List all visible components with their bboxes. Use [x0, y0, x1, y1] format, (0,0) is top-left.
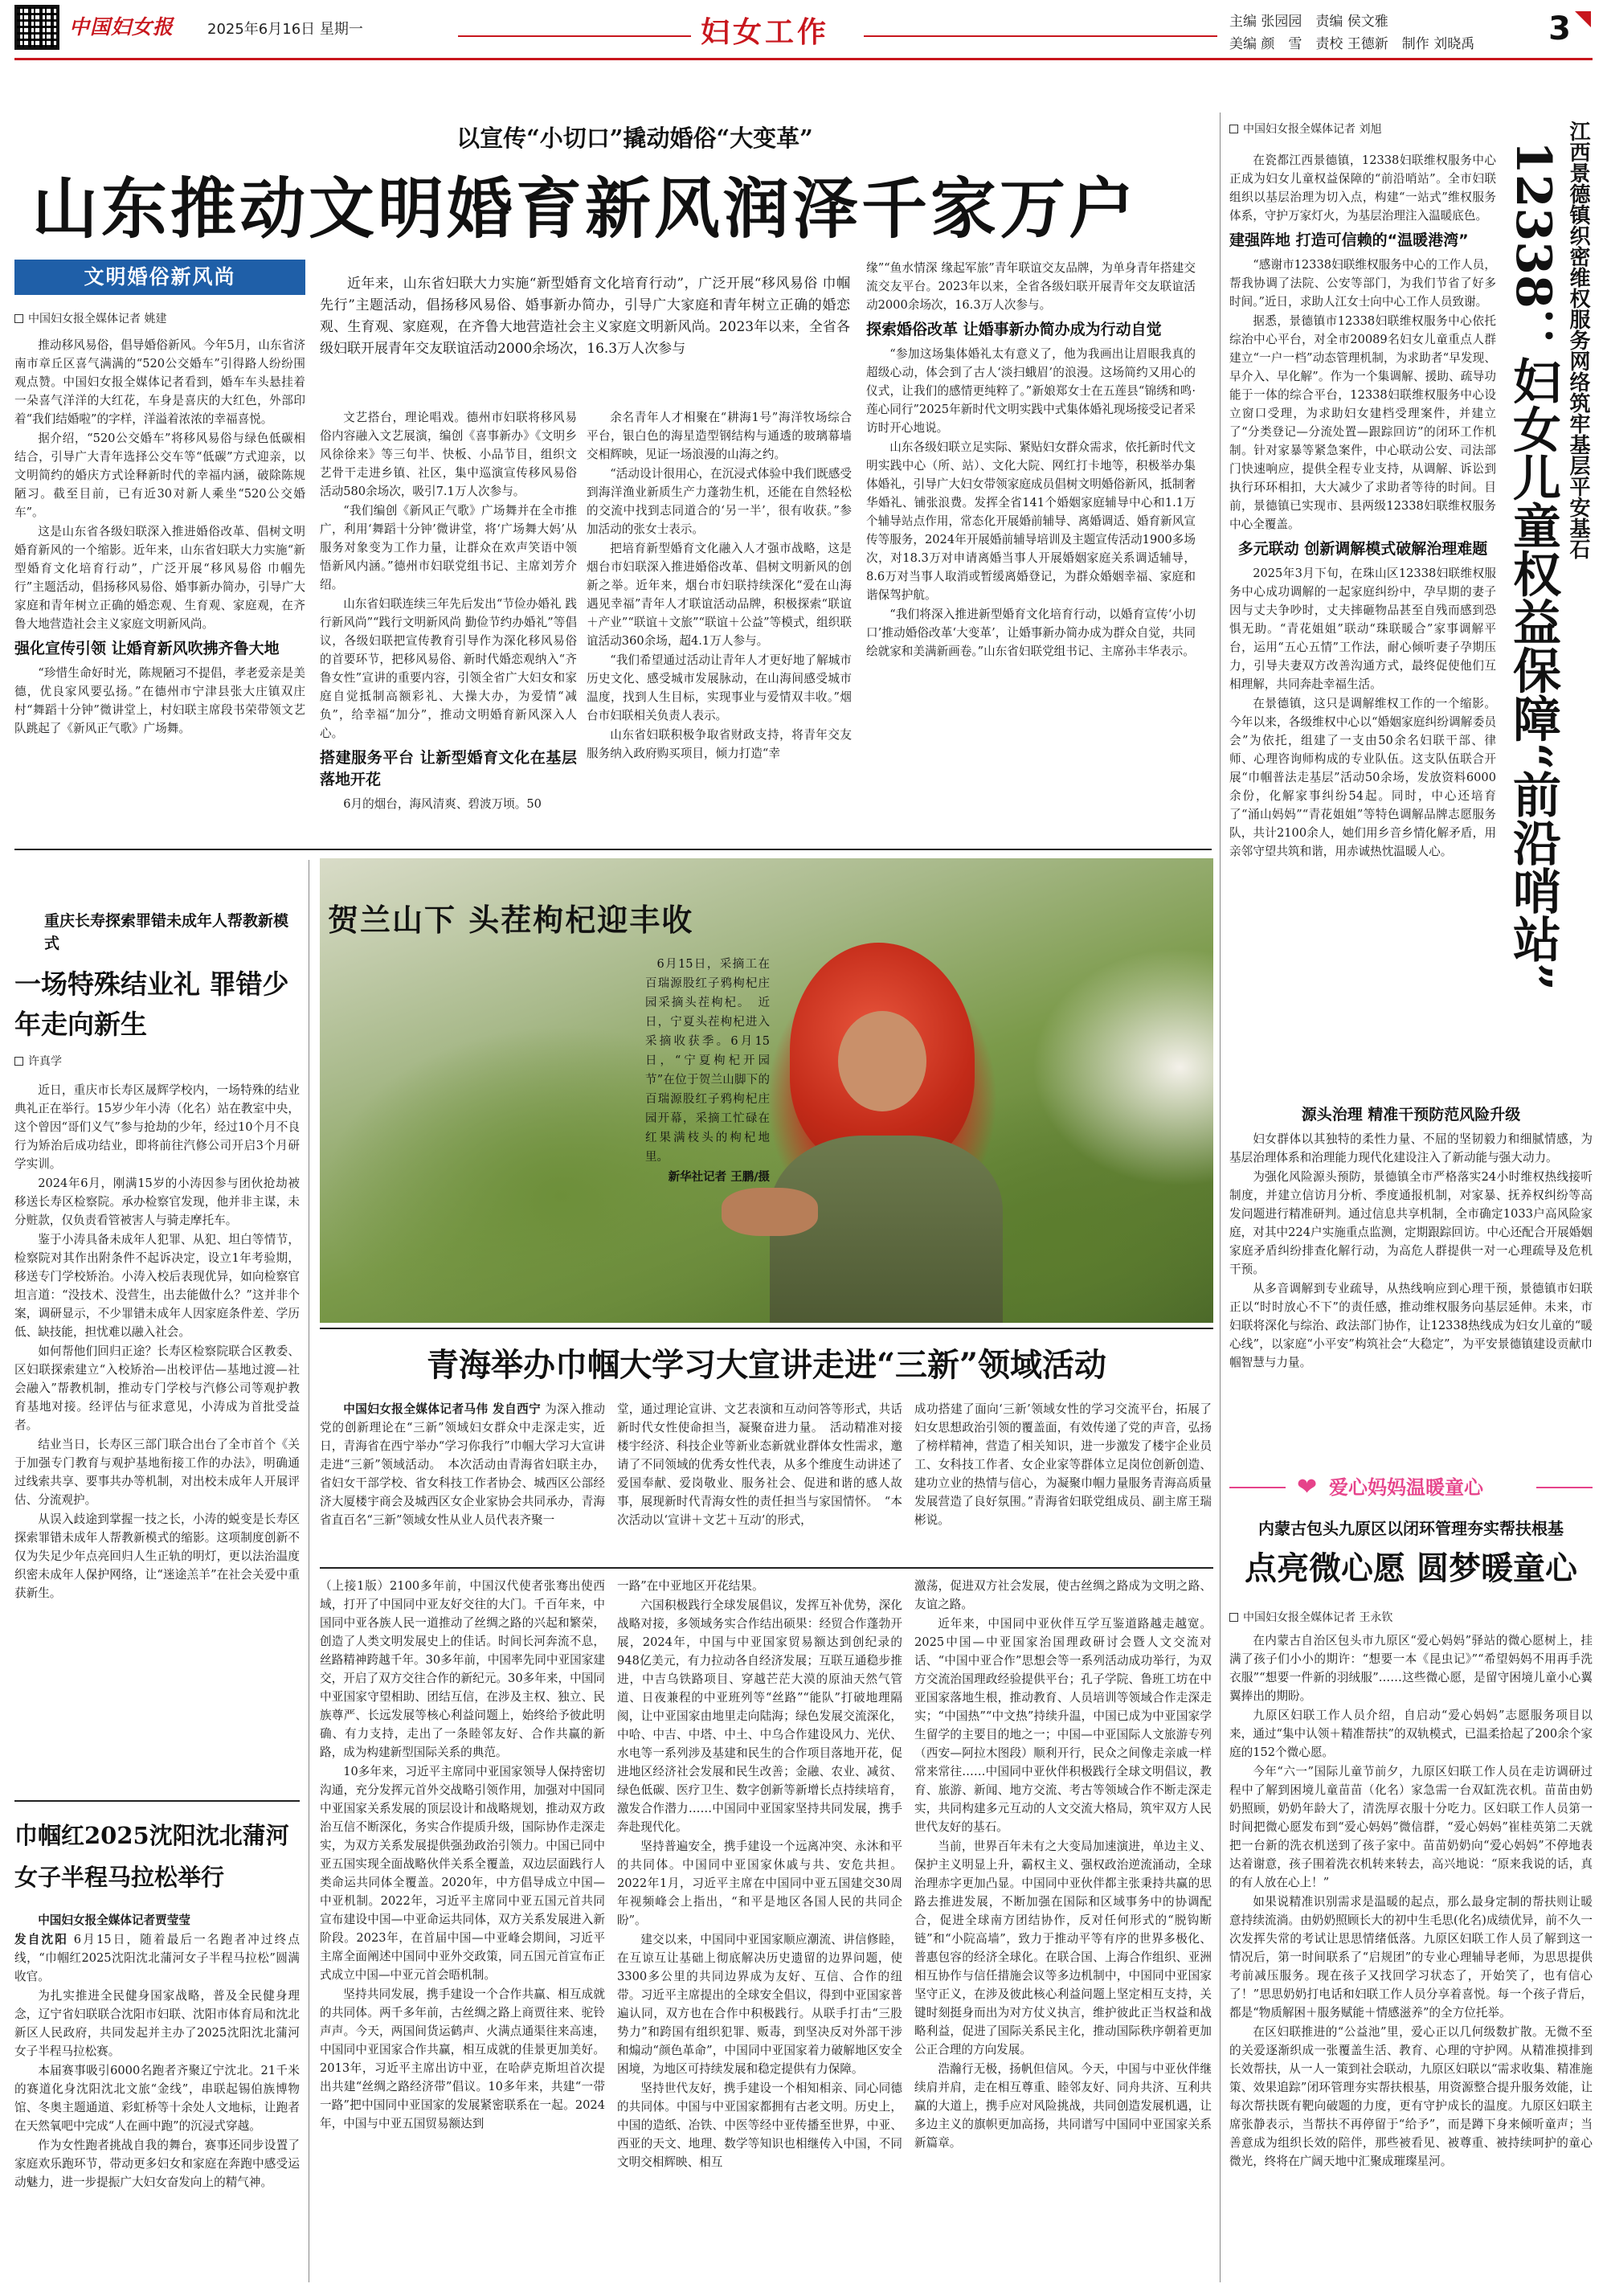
photo-caption-title: 贺兰山下 头茬枸杞迎丰收 [328, 902, 694, 938]
qr-code-icon [14, 5, 59, 50]
paragraph: “感谢市12338妇联维权服务中心的工作人员，帮我协调了法院、公安等部门，为我们节省了好多时间。”近日，求助人江女士向中心工作人员致谢。 [1229, 258, 1496, 309]
paragraph: 缘”“鱼水情深 缘起军旅”青年联谊交友品牌，为单身青年搭建交流交友平台。2023年以来，全省各级妇联开展青年交友联谊活动2000余场次，16.3万人次参与。 [866, 261, 1196, 312]
paragraph: 激荡，促进双方社会发展，使古丝绸之路成为文明之路、友谊之路。 [914, 1579, 1212, 1611]
paragraph: 山东省妇联积极争取省财政支持，将青年交友服务纳入政府购买项目，倾力打造“幸 [587, 728, 852, 760]
paragraph: 近年来，中国同中亚伙伴互学互鉴道路越走越宽。2025中国—中亚国家治国理政研讨会暨人文交流对话、“中国中亚合作”思想会等一系列活动成功举行，为双方交流治国理政经验提供平台；孔子学院、鲁班工坊在中亚国家落地生根，推动教育、人员培训等领域合作走深走实；“中国热”“中文热”持续升温，中国已成为中亚国家学生留学的主要目的地之一；中国—中亚国际人文旅游专列（西安—阿拉木图段）顺利开行，民众之间像走亲戚一样常来常往……中国同中亚伙伴积极践行全球文明倡议，教育、旅游、新闻、地方交流、考古等领域合作不断走深走实，共同构建多元互动的人文交流大格局，筑牢双方人民世代友好的基石。 [914, 1617, 1212, 1834]
jx-byline [1229, 121, 1470, 140]
lead-bottom-rule [14, 849, 1212, 850]
photo-caption [645, 955, 770, 1260]
paragraph: 本届赛事吸引6000名跑者齐聚辽宁沈北。21千米的赛道化身沈阳沈北文旅“金线”，串联起锡伯族博物馆、冬奥主题通道、彩虹桥等十余处人文地标，让跑者在天然氧吧中完成“人在画中跑”的沉浸式穿越。 [14, 2064, 300, 2133]
cq-bottom-rule [14, 1800, 300, 1802]
photo-bottom-rule [320, 1328, 1213, 1329]
paragraph: 2025年3月下旬，在珠山区12338妇联维权服务中心成功调解的一起家庭纠纷中，孕早期的妻子因与丈夫争吵时，丈夫摔砸物品甚至自残而感到恐惧无助。“青花姐姐”联动“珠联暖合”家事调解平台，运用“五心五情”工作法，耐心倾听妻子孕期压力，引导夫妻双方改善沟通方式，最终促使他们互相理解，共同奔赴幸福生活。 [1229, 567, 1496, 691]
cq-title: 一场特殊结业礼 罪错少年走向新生 [14, 968, 289, 1040]
photo-face [838, 1011, 926, 1111]
paragraph: 如何帮他们回归正途？长寿区检察院联合区教委、区妇联探索建立“入校矫治—出校评估—基地过渡—社会融入”帮教机制，推动专门学校与汽修公司等观护教育基地对接。经评估与征求意见，小涛成为首批受益者。 [14, 1344, 300, 1432]
cq-kicker: 重庆长寿探索罪错未成年人帮教新模式 [44, 912, 289, 952]
paragraph [320, 1400, 605, 1529]
paragraph: 结业当日，长寿区三部门联合出台了全市首个《关于加强专门教育与观护基地衔接工作的办法》，明确通过线索共享、要事共办等机制，对出校未成年人开展评估、分流观护。 [14, 1438, 300, 1507]
brand-logo: 中国妇女报 [69, 15, 174, 39]
paragraph: 为扎实推进全民健身国家战略，普及全民健身理念，辽宁省妇联联合沈阳市妇联、沈阳市体育局和沈北新区人民政府，共同发起并主办了2025沈阳沈北蒲河女子半程马拉松赛。 [14, 1989, 300, 2058]
column-tag [14, 260, 305, 295]
header-divider-right [864, 35, 1217, 37]
silk-col1 [320, 1577, 605, 2288]
nm-banner [1229, 1469, 1593, 1506]
paragraph: 为强化风险源头预防，景德镇全市严格落实24小时维权热线接听制度，并建立信访月分析、季度通报机制，对家暴、抚养权纠纷等高发问题进行精准研判。通过信息共享机制，全市确定1033户高风险家庭，对其中224户实施重点监测，定期跟踪回访。中心还配合开展婚姻家庭矛盾纠纷排查化解行动，为高危人群提供一对一心理疏导及危机干预。 [1229, 1170, 1593, 1276]
cq-byline [14, 1053, 288, 1072]
paragraph: 九原区妇联工作人员介绍，自启动“爱心妈妈”志愿服务项目以来，通过“集中认领＋精准帮扶”的双轨模式，已温柔拾起了200余个家庭的152个微心愿。 [1229, 1709, 1593, 1759]
right-column-divider [1220, 113, 1221, 2282]
editor-credits-1: 主编 张园园 责编 侯文雅 [1229, 14, 1388, 30]
sy-p1: 6月15日，随着最后一名跑者冲过终点线，“巾帼红2025沈阳沈北蒲河女子半程马拉松”圆满收官。 [14, 1933, 300, 1983]
paragraph: 10多年来，习近平主席同中亚国家领导人保持密切沟通，充分发挥元首外交战略引领作用，加强对中国同中亚国家关系发展的顶层设计和战略规划，推动双方政治互信不断深化，务实合作提质升级，国际协作走深走实，为双方关系发展提供强劲政治引领力。中国已同中亚五国实现全面战略伙伴关系全覆盖，双边层面践行人类命运共同体全覆盖。2020年，中方倡导成立中国—中亚机制。2022年，习近平主席同中亚五国元首共同宣布建设中国—中亚命运共同体，双方关系发展进入新阶段。2023年，在首届中国—中亚峰会期间，习近平主席全面阐述中国同中亚外交政策，同五国元首宣布正式成立中国—中亚元首会晤机制。 [320, 1765, 605, 1982]
editor-credits-2: 美编 颜 雪 责校 王德新 制作 刘晓禹 [1229, 36, 1475, 52]
paragraph: 这是山东省各级妇联深入推进婚俗改革、倡树文明婚育新风的一个缩影。近年来，山东省妇联大力实施“新型婚育文化培育行动”，广泛开展“移风易俗 巾帼先行”主题活动，倡扬移风易俗、婚事新办简办，引导广大家庭和青年树立正确的婚恋观、生育观、家庭观，在齐鲁大地营造社会主义家庭文明新风尚。 [14, 525, 305, 631]
nm-body [1229, 1631, 1593, 2290]
silk-col3 [914, 1577, 1212, 2288]
jx-title: 12338：妇女儿童权益保障“前沿哨站” [1505, 141, 1561, 991]
paragraph [14, 1911, 300, 1930]
paragraph: 在内蒙古自治区包头市九原区“爱心妈妈”驿站的微心愿树上，挂满了孩子们小小的期许：“想要一本《昆虫记》”“希望妈妈不用再手洗衣服”“想要一件新的羽绒服”……这些微心愿，是留守困境儿童小心翼翼捧出的期盼。 [1229, 1634, 1593, 1703]
paragraph: 浩瀚行无极，扬帆但信风。今天，中国与中亚伙伴继续肩并肩，走在相互尊重、睦邻友好、同舟共济、互利共赢的大道上，携手应对风险挑战，共同创造发展机遇，让多边主义的旗帜更加高扬，共同谱写中国同中亚国家关系新篇章。 [914, 2062, 1212, 2150]
header-divider-left [458, 35, 691, 37]
page-number-badge [1543, 6, 1593, 51]
qh-title: 青海举办巾帼大学习大宣讲走进“三新”领域活动 [426, 1346, 1106, 1384]
paragraph: “珍惜生命好时光，陈规陋习不提倡，孝老爱亲是美德，优良家风要弘扬。”在德州市宁津县张大庄镇双庄村“舞蹈十分钟”微讲堂上，村妇联主席段书荣带领文艺队跳起了《新风正气歌》广场舞。 [14, 666, 305, 735]
paragraph: 在区妇联推进的“公益池”里，爱心正以几何级数扩散。无微不至的关爱逐渐织成一张覆盖生活、教育、心理的守护网。从精准摸排到长效帮扶，从一人一策到社会联动，九原区妇联以“需求收集、精准施策、效果追踪”闭环管理夯实帮扶根基，用资源整合提升服务效能，让每次帮扶既有靶向破题的力度，更有守护成长的温度。九原区妇联主席张静表示，当帮扶不再停留于“给予”，而是蹲下身来倾听童声；当善意成为组织长效的陪伴，那些被看见、被尊重、被持续呵护的童心微光，终将在广阔天地中汇聚成璀璨星河。 [1229, 2025, 1593, 2168]
banner-line-left [1229, 1487, 1286, 1488]
paragraph: 6月的烟台，海风清爽、碧波万顷。50 [343, 797, 542, 811]
qh-col1 [320, 1400, 605, 1561]
banner-line-right [1536, 1487, 1593, 1488]
nm-byline [1229, 1609, 1593, 1628]
heart-icon: ❤ [1297, 1475, 1318, 1500]
paragraph: 六国积极践行全球发展倡议，发挥互补优势，深化战略对接，多领域务实合作结出硕果：经贸合作蓬勃开展，2024年，中国与中亚国家贸易额达到创纪录的948亿美元，有力拉动各自经济发展；互联互通稳步推进，中吉乌铁路项目、穿越芒茫大漠的原油天然气管道、日夜兼程的中亚班列等“丝路”“能队”打破地理隔阂，让中亚国家由地里走向陆海；绿色发展交流深化，中哈、中吉、中塔、中土、中乌合作建设风力、光伏、水电等一系列涉及基建和民生的合作项目落地开花，促进地区经济社会发展和民生改善；金融、农业、减贫、绿色低碳、医疗卫生、数字创新等新增长点持续培育，激发合作潜力……中国同中亚国家坚持共同发展，携手奔赴现代化。 [617, 1598, 902, 1834]
lead-col3 [587, 408, 852, 842]
goji-harvest-photo [320, 858, 1213, 1323]
subheading: 源头治理 精准干预防范风险升级 [1301, 1106, 1521, 1123]
paragraph: 建交以来，中国同中亚国家顺应潮流、讲信修睦，在互谅互让基础上彻底解决历史遗留的边界问题，使3300多公里的共同边界成为友好、互信、合作的纽带。习近平主席提出的全球安全倡议，得到中亚国家普遍认同，双方也在合作中积极践行。从联手打击“三股势力”和跨国有组织犯罪、贩毒，到坚决反对外部干涉和煽动“颜色革命”，中国同中亚国家着力破解地区安全困境，为地区可持续发展和稳定提供有力保障。 [617, 1933, 902, 2076]
photo-caption-text: 6月15日，采摘工在百瑞源股红子鸦枸杞庄园采摘头茬枸杞。 近日，宁夏头茬枸杞进入采摘收获季。6月15日，“宁夏枸杞开园节”在位于贺兰山脚下的百瑞源股红子鸦枸杞庄园开幕，采摘工忙碌在红果满枝头的枸杞地里。 [645, 958, 770, 1164]
cq-byline-text: 许真学 [28, 1055, 62, 1068]
cq-body [14, 1081, 300, 1796]
jx-byline-text: 中国妇女报全媒体记者 刘旭 [1243, 123, 1382, 136]
paragraph: “活动设计很用心，在沉浸式体验中我们既感受到海洋渔业新质生产力蓬勃生机，还能在自然轻松的交流中找到志同道合的‘另一半’，很有收获。”参加活动的张女士表示。 [587, 467, 852, 536]
subheading: 搭建服务平台 让新型婚育文化在基层落地开花 [320, 749, 577, 788]
byline-square-icon [1229, 125, 1238, 133]
lead-intro [320, 273, 850, 394]
lead-col1 [14, 336, 305, 834]
paragraph: 鉴于小涛具备未成年人犯罪、从犯、坦白等情节，检察院对其作出附条件不起诉决定，设立1年考验期，移送专门学校矫治。小涛入校后表现优异，如向检察官坦言道：“没技术、没营生，出去能做什么？”这并非个案，调研显示，不少罪错未成年人因家庭条件差、学历低、缺技能，担忧难以融入社会。 [14, 1233, 300, 1339]
paragraph: 在景德镇，这只是调解维权工作的一个缩影。今年以来，各级维权中心以“婚姻家庭纠纷调解委员会”为依托，组建了一支由50余名妇联干部、律师、心理咨询师构成的专业队伍。这支队伍联合开展“巾帼普法走基层”活动50余场，发放资料6000余份，化解家事纠纷54起。同时，中心还培育了“涌山妈妈”“青花姐姐”等特色调解品牌志愿服务队，共计2100余人，她们用乡音乡情化解矛盾，用亲邻守望共筑和谐，用赤诚热忱温暖人心。 [1229, 697, 1496, 858]
lead-byline [14, 310, 305, 329]
lead-intro-text: 近年来，山东省妇联大力实施“新型婚育文化培育行动”，广泛开展“移风易俗 巾帼先行”主题活动，倡扬移风易俗、婚事新办简办，引导广大家庭和青年树立正确的婚恋观、生育观、家庭观，在齐鲁大地营造社会主义家庭文明新风尚。2023年以来，全省各级妇联开展青年交友联谊活动2000余场次，16.3万人次参与 [320, 276, 850, 357]
paragraph: 山东各级妇联立足实际、紧贴妇女群众需求，依托新时代文明实践中心（所、站）、文化大院、网红打卡地等，积极举办集体婚礼，引导广大妇女带领家庭成员倡树文明婚俗新风，抵制奢华婚礼、铺张浪费。发挥全省141个婚姻家庭辅导中心和1.1万个辅导站点作用，常态化开展婚前辅导、离婚调适、婚育新风宣传等服务，2024年开展婚前辅导培训及主题宣传活动1900多场次，对18.3万对申请离婚当事人开展婚姻家庭关系调适辅导，8.6万对当事人取消或暂缓离婚登记，为群众婚姻幸福、家庭和谐保驾护航。 [866, 440, 1196, 602]
qh-bottom-rule [320, 1567, 1213, 1569]
paragraph [14, 1930, 300, 1986]
qh-c1: 为深入推动党的创新理论在“三新”领域妇女群众中走深走实，近日，青海省在西宁举办“学习你我行”巾帼大学习大宣讲走进“三新”领域活动。 本次活动由青海省妇联主办，省妇女干部学校、省女科技工作者协会、城西区公部经济大厦楼宇商会及城西区女企业家协会共同承办，青海省直百名“三新”领域女性从业人员代表齐聚一 [320, 1402, 605, 1527]
paragraph: 一路”在中亚地区开花结果。 [617, 1579, 764, 1593]
jx-body-top [1229, 151, 1496, 1095]
paragraph: 堂，通过理论宣讲、文艺表演和互动问答等形式，共话新时代女性使命担当，凝聚奋进力量。 活动精准对接楼宇经济、科技企业等新业态新就业群体女性需求，邀请了不同领域的优秀女性代表，从多个维度生动讲述了爱国奉献、爱岗敬业、服务社会、促进和谐的感人故事，展现新时代青海女性的责任担当与家国情怀。 “本次活动以‘宣讲＋文艺＋互动’的形式， [617, 1402, 902, 1527]
column-tag-label: 文明婚俗新风尚 [84, 265, 236, 289]
lead-title: 山东推动文明婚育新风润泽千家万户 [32, 170, 1139, 248]
paragraph: （上接1版）2100多年前，中国汉代使者张骞出使西域，打开了中国同中亚友好交往的大门。千百年来，中国同中亚各族人民一道推动了丝绸之路的兴起和繁荣，创造了人类文明发展史上的佳话。时间长河奔流不息，丝路精神跨越千年。30多年前，中国率先同中亚国家建交，开启了双方交往合作的新纪元。30多年来，中国同中亚国家守望相助、团结互信，在涉及主权、独立、民族尊严、长远发展等核心利益问题上，始终给予彼此明确、有力支持，走出了一条睦邻友好、合作共赢的新路，成为构建新型国际关系的典范。 [320, 1579, 605, 1759]
paragraph: 坚持共同发展，携手建设一个合作共赢、相互成就的共同体。两千多年前，古丝绸之路上商贾往来、驼铃声声。今天，两国间货运鹤声、火满点通渠往来高速，中国同中亚国家合作共赢，相互成就的佳景更加美好。2013年，习近平主席出访中亚，在哈萨克斯坦首次提出共建“丝绸之路经济带”倡议。10多年来，共建“一带一路”把中国同中亚国家的发展紧密联系在一起。2024年，中国与中亚五国贸易额达到 [320, 1987, 605, 2130]
subheading: 建强阵地 打造可信赖的“温暖港湾” [1229, 231, 1469, 249]
paragraph: “我们将深入推进新型婚育文化培育行动，以婚育宣传‘小切口’推动婚俗改革‘大变革’，让婚事新办简办成为群众自觉，共同绘就家和美满新画卷。”山东省妇联党组书记、主席孙丰华表示。 [866, 608, 1196, 658]
paragraph: 坚持世代友好，携手建设一个相知相亲、同心同德的共同体。中国与中亚国家都拥有古老文明。历史上，中国的造纸、冶铁、中医等经中亚传播至世界，中亚、西亚的天文、地理、数学等知识也相继传入中国，不同文明交相辉映、相互 [617, 2081, 902, 2169]
masthead [0, 0, 1607, 64]
paragraph: 近日，重庆市长寿区晟辉学校内，一场特殊的结业典礼正在举行。15岁少年小涛（化名）站在教室中央，这个曾因“哥们义气”参与抢劫的少年，经过10个月不良行为矫治后成功结业，即将前往汽修公司开启3个月研学实训。 [14, 1083, 300, 1171]
jx-body-bottom [1229, 1099, 1593, 1461]
jx-kicker: 江西景德镇织密维权服务网络筑牢基层平安基石 [1566, 121, 1590, 559]
paragraph: 据悉，景德镇市12338妇联维权服务中心依托综治中心平台，对全市20089名妇女儿童重点人群建立“一户一档”动态管理机制，为求助者“早发现、早介入、早化解”。作为一个集调解、援助、疏导功能于一体的综合平台，12338妇联维权服务中心设立窗口受理，为求助妇女建档受理案件，并建立了“分类登记—分流处置—跟踪回访”的闭环工作机制。针对家暴等紧急案件，中心联动公安、司法部门快速响应，提供全程专业支持，从调解、诉讼到执行环环相扣，大大减少了求助者等待的时间。目前，景德镇已实现市、县两级12338妇联维权服务中心全覆盖。 [1229, 314, 1496, 531]
lead-col4 [866, 259, 1196, 844]
paragraph: “我们希望通过活动让青年人才更好地了解城市历史文化、感受城市发展脉动，在山海间感受城市温度，找到人生目标，实现事业与爱情双丰收。”烟台市妇联相关负责人表示。 [587, 653, 852, 722]
qh-byline: 中国妇女报全媒体记者马伟 发自西宁 [343, 1402, 542, 1416]
lead-kicker: 以宣传“小切口”撬动婚俗“大变革” [456, 125, 813, 152]
nm-byline-text: 中国妇女报全媒体记者 王永钦 [1243, 1611, 1393, 1624]
paragraph: 余名青年人才相聚在“耕海1号”海洋牧场综合平台，银白色的海星造型钢结构与通透的玻璃幕墙交相辉映，见证一场浪漫的山海之约。 [587, 411, 852, 461]
nm-banner-label: 爱心妈妈温暖童心 [1329, 1476, 1483, 1499]
paragraph: 坚持普遍安全，携手建设一个远离冲突、永沐和平的共同体。中国同中亚国家休戚与共、安危共担。2022年1月，习近平主席在中国同中亚五国建交30周年视频峰会上指出，“和平是地区各国人民的共同企盼”。 [617, 1840, 902, 1927]
paragraph: 据介绍，“520公交婚车”将移风易俗与绿色低碳相结合，引导广大青年选择公交车等“低碳”方式迎亲，以文明简约的婚庆方式诠释新时代的幸福内涵，破除陈规陋习。截至目前，已有近30对新人乘坐“520公交婚车”。 [14, 432, 305, 519]
paragraph: 妇女群体以其独特的柔性力量、不屈的坚韧毅力和细腻情感，为基层治理体系和治理能力现代化建设注入了新动能与强大动力。 [1229, 1132, 1593, 1164]
paragraph: 当前，世界百年未有之大变局加速演进，单边主义、保护主义明显上升，霸权主义、强权政治逆流涌动，全球治理赤字更加凸显。中国同中亚伙伴都主张秉持共赢的思路去推进发展，不断加强在国际和区域事务中的协调配合，促进全球南方团结协作，反对任何形式的“脱钩断链”和“小院高墙”，致力于推动平等有序的世界多极化、普惠包容的经济全球化。在联合国、上海合作组织、亚洲相互协作与信任措施会议等多边机制中，中国同中亚国家坚守正义，在涉及彼此核心利益问题上坚定相互支持，关键时刻挺身而出为对方仗义执言，维护彼此正当权益和战略利益，促进了国际关系民主化，推动国际秩序朝着更加公正合理的方向发展。 [914, 1840, 1212, 2057]
subheading: 探索婚俗改革 让婚事新办简办成为行动自觉 [866, 321, 1162, 338]
paragraph: 推动移风易俗，倡导婚俗新风。今年5月，山东省济南市章丘区喜气满满的“520公交婚车”引得路人纷纷围观点赞。中国妇女报全媒体记者看到，婚车车头悬挂着一朵喜气洋洋的大红花，车身是喜庆的大红色，外部印着“我们结婚啦”的字样，洋溢着浓浓的幸福喜悦。 [14, 338, 305, 426]
sy-body [14, 1911, 300, 2289]
subheading: 多元联动 创新调解模式破解治理难题 [1237, 540, 1488, 558]
silk-col2 [617, 1577, 902, 2288]
sy-dateline: 发自沈阳 [14, 1933, 68, 1946]
paragraph: 成功搭建了面向‘三新’领域女性的学习交流平台，拓展了妇女思想政治引领的覆盖面，有效传递了党的声音，弘扬了榜样精神，营造了相关知识，进一步激发了楼宇企业员工、女科技工作者、女企业家等群体立足岗位创新创造、建功立业的热情与信心，为凝聚巾帼力量服务青海高质量发展营造了良好氛围。”青海省妇联党组成员、副主席王瑞彬说。 [914, 1402, 1212, 1527]
issue-date: 2025年6月16日 星期一 [207, 21, 363, 38]
lead-byline-text: 中国妇女报全媒体记者 姚建 [28, 313, 167, 325]
page-corner-mark [1575, 11, 1591, 27]
paragraph: “参加这场集体婚礼太有意义了，他为我画出让眉眼我真的超级心动，体会到了古人‘淡扫蛾眉’的浪漫。这场简约又用心的仪式，让我们的感情更纯粹了。”新娘郑女士在五莲县“锦绣和鸣·莲心同行”2025年新时代文明实践中式集体婚礼现场接受记者采访时开心地说。 [866, 347, 1196, 435]
paragraph: 在瓷都江西景德镇，12338妇联维权服务中心正成为妇女儿童权益保障的“前沿哨站”。全市妇联组织以基层治理为切入点，构建“一站式”维权服务体系，守护万家灯火，为基层治理注入温暖底色。 [1229, 153, 1496, 223]
subheading: 强化宣传引领 让婚育新风吹拂齐鲁大地 [14, 640, 280, 657]
byline-square-icon [14, 1057, 23, 1066]
qh-col2 [617, 1400, 902, 1561]
paragraph: “我们编创《新风正气歌》广场舞并在全市推广，利用‘舞蹈十分钟’微讲堂，将‘广场舞大妈’从服务对象变为工作力量，让群众在欢声笑语中领悟新风内涵。”德州市妇联党组书记、主席刘芳介绍。 [320, 504, 577, 591]
paragraph: 作为女性跑者挑战自我的舞台，赛事还同步设置了家庭欢乐跑环节，带动更多妇女和家庭在奔跑中感受运动魅力，进一步提振广大妇女奋发向上的精气神。 [14, 2138, 300, 2189]
lead-col2 [320, 408, 577, 842]
section-title: 妇女工作 [701, 15, 830, 47]
sy-title: 巾帼红2025沈阳沈北蒲河女子半程马拉松举行 [14, 1822, 289, 1891]
paragraph: 山东省妇联连续三年先后发出“节俭办婚礼 践行新风尚”“践行文明新风尚 勤俭节约办婚礼”等倡议，各级妇联把宣传教育引导作为深化移风易俗的首要环节，把移风易俗、新时代婚恋观纳入“齐鲁女性”宣讲的重要内容，引领全省广大妇女和家庭自觉抵制高额彩礼、大操大办，为爱情“减负”，给幸福“加分”，推动文明婚育新风深入人心。 [320, 597, 577, 740]
paragraph: 今年“六一”国际儿童节前夕，九原区妇联工作人员在走访调研过程中了解到困境儿童苗苗（化名）家急需一台双缸洗衣机。苗苗由奶奶照顾，奶奶年龄大了，清洗厚衣服十分吃力。区妇联工作人员第一时间把微心愿发布到“爱心妈妈”微信群，“爱心妈妈”崔桂英第二天就把一台新的洗衣机送到了孩子家中。苗苗奶奶向“爱心妈妈”不停地表达着谢意，孩子围着洗衣机转来转去，高兴地说：“原来我说的话，真的有人放在心上！” [1229, 1765, 1593, 1889]
paragraph: 从误入歧途到掌握一技之长，小涛的蜕变是长寿区探索罪错未成年人帮教新模式的缩影。这项制度创新不仅为失足少年点亮回归人生正轨的明灯，更以法治温度织密未成年人保护网络，让“迷途羔羊”在社会关爱中重获新生。 [14, 1512, 300, 1600]
photo-credit: 新华社记者 王鹏/摄 [668, 1171, 770, 1184]
byline-square-icon [1229, 1613, 1238, 1622]
byline-square-icon [14, 314, 23, 323]
paragraph: 把培育新型婚育文化融入人才强市战略，这是烟台市妇联深入推进婚俗改革、倡树文明新风的创新之举。近年来，烟台市妇联持续深化“爱在山海 遇见幸福”青年人才联谊活动品牌，积极探索“联谊＋产业”“联谊＋文旅”“联谊＋公益”等模式，组织联谊活动360余场，超4.1万人参与。 [587, 542, 852, 648]
page-number: 3 [1548, 10, 1571, 47]
nm-kicker: 内蒙古包头九原区以闭环管理夯实帮扶根基 [1258, 1519, 1564, 1538]
paragraph: 文艺搭台，理论唱戏。德州市妇联将移风易俗内容融入文艺展演，编创《喜事新办》《文明乡风徐徐来》等三句半、快板、小品节目，组织文艺骨干走进乡镇、社区，集中巡演宣传移风易俗活动580余场次，吸引7.1万人次参与。 [320, 411, 577, 498]
paragraph: 从多音调解到专业疏导，从热线响应到心理干预，景德镇市妇联正以“时时放心不下”的责任感，推动维权服务向基层延伸。未来，市妇联将深化与综治、政法部门协作，让12338热线成为妇女儿童的“暖心线”，以家庭“小平安”构筑社会“大稳定”，为平安景德镇建设贡献巾帼智慧与力量。 [1229, 1282, 1593, 1369]
header-rule [14, 58, 1593, 60]
nm-title: 点亮微心愿 圆梦暖童心 [1245, 1549, 1577, 1587]
paragraph: 2024年6月，刚满15岁的小涛因参与团伙抢劫被移送长寿区检察院。承办检察官发现，他并非主谋，未分赃款，仅负责看管被害人与骑走摩托车。 [14, 1177, 300, 1227]
paragraph: 如果说精准识别需求是温暖的起点，那么最身定制的帮扶则让暖意持续流淌。由奶奶照顾长大的初中生毛思(化名)成绩优异，前不久一次发挥失常的考试让思思情绪低落。九原区妇联工作人员了解到这一情况后，第一时间联系了“启规团”的专业心理辅导老师，为思思提供考前减压服务。现在孩子又找回学习状态了，开始笑了，也有信心了！”思思奶奶打电话和妇联工作人员分享着喜悦。每一个孩子背后，都是“物质解困＋服务赋能＋情感滋养”的全方位托举。 [1229, 1895, 1593, 2020]
sy-byline: 中国妇女报全媒体记者贾莹莹 [38, 1913, 190, 1927]
qh-col3 [914, 1400, 1212, 1561]
